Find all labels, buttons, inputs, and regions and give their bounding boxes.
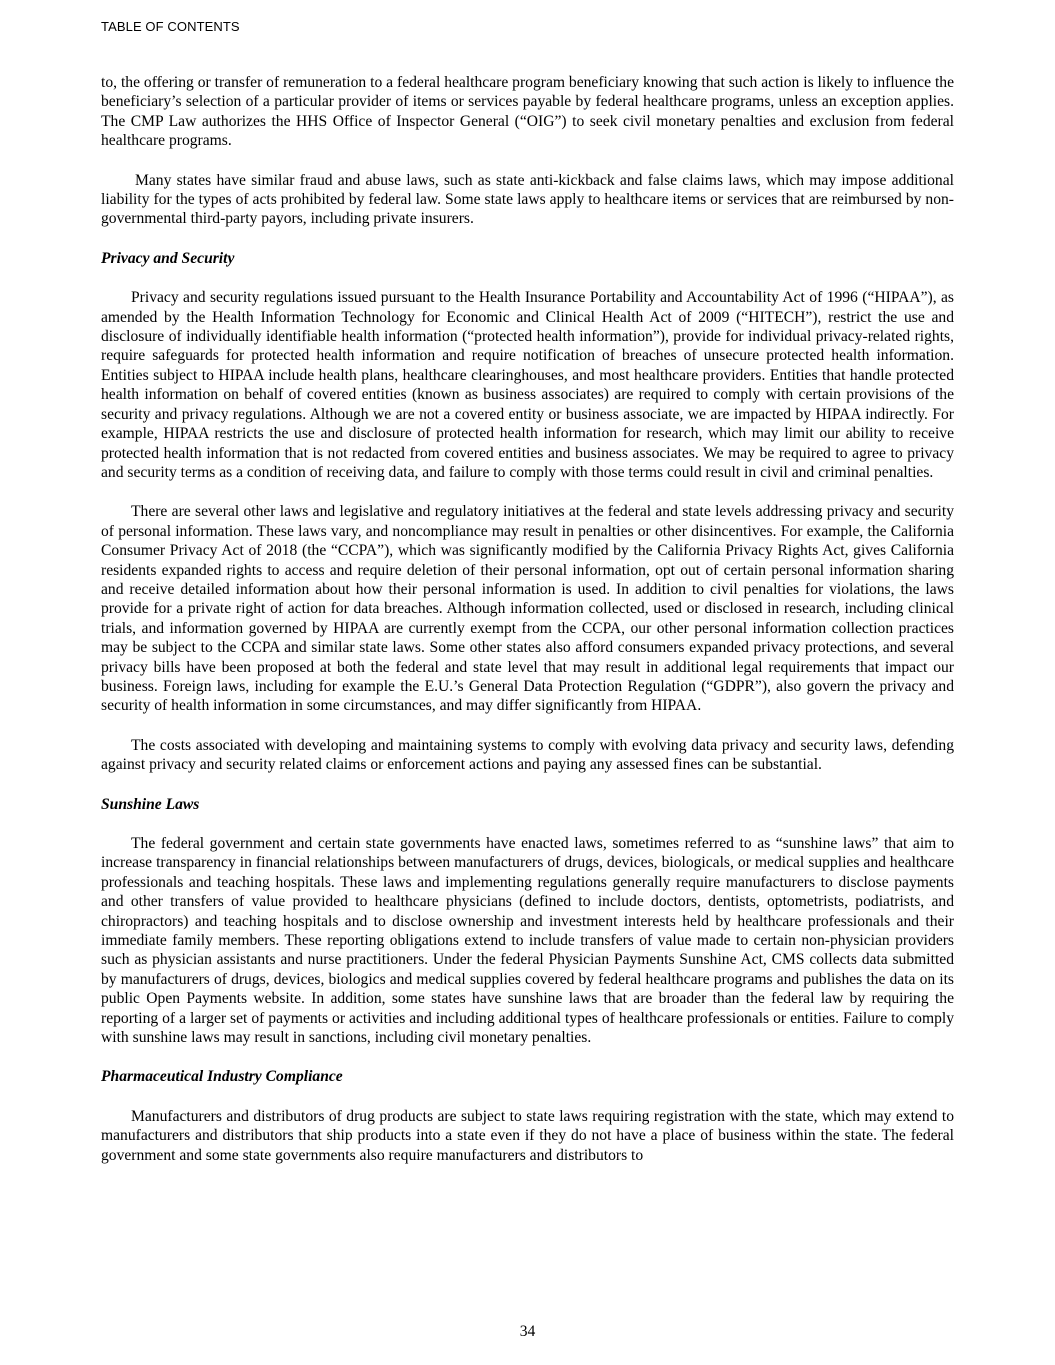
table-of-contents-link[interactable]: TABLE OF CONTENTS (101, 19, 240, 34)
heading-sunshine-laws: Sunshine Laws (101, 795, 200, 813)
paragraph-privacy-costs: The costs associated with developing and maintaining systems to comply with evolving data privacy and security laws, defending against privacy and security related claims or enforcement actions and paying any assessed fines can be substantial. (101, 736, 954, 774)
paragraph-hipaa: Privacy and security regulations issued pursuant to the Health Insurance Portability and Accountability Act of 1996 (“HIPAA”), as amended by the Health Information Technology for Economic and Clinical Health Act of 2009 (“HITECH”), restrict the use and disclosure of individually identifiable health information (“protected health information”), provide for individual privacy-related rights, require safeguards for protected health information and require notification of breaches of unsecure protected health information. Entities subject to HIPAA include health plans, healthcare clearinghouses, and most healthcare providers. Entities that handle protected health information on behalf of covered entities (known as business associates) are required to comply with certain provisions of the security and privacy regulations. Although we are not a covered entity or business associate, we are impacted by HIPAA indirectly. For example, HIPAA restricts the use and disclosure of protected health information for research, which may limit our ability to receive protected health information that is not redacted from covered entities and business associates. We may be required to agree to privacy and security terms as a condition of receiving data, and failure to comply with those terms could result in civil and criminal penalties. (101, 289, 954, 481)
heading-pharmaceutical-compliance: Pharmaceutical Industry Compliance (101, 1068, 343, 1086)
heading-privacy-and-security: Privacy and Security (101, 249, 235, 267)
page-number: 34 (519, 1323, 536, 1340)
paragraph-sunshine-laws: The federal government and certain state governments have enacted laws, sometimes referred to as “sunshine laws” that aim to increase transparency in financial relationships between manufacturers of drugs, devices, biologicals, or medical supplies and healthcare professionals and teaching hospitals. These laws and implementing regulations generally require manufacturers to disclose payments and other transfers of value provided to healthcare physicians (defined to include doctors, dentists, optometrists, podiatrists, and chiropractors) and teaching hospitals and to disclose ownership and investment interests held by healthcare professionals and their immediate family members. These reporting obligations extend to include transfers of value made to certain non-physician providers such as physician assistants and nurse practitioners. Under the federal Physician Payments Sunshine Act, CMS collects data submitted by manufacturers of drugs, devices, biologics and medical supplies covered by federal healthcare programs and publishes the data on its public Open Payments website. In addition, some states have sunshine laws that are broader than the federal law by requiring the reporting of a larger set of payments or activities and including additional types of healthcare professionals or entities. Failure to comply with sunshine laws may result in sanctions, including civil monetary penalties. (101, 835, 954, 1047)
paragraph-cmp-law: to, the offering or transfer of remuneration to a federal healthcare program beneficiary knowing that such action is likely to influence the beneficiary’s selection of a particular provider of items or services payable by federal healthcare programs, unless an exception applies. The CMP Law authorizes the HHS Office of Inspector General (“OIG”) to seek civil monetary penalties and exclusion from federal healthcare programs. (101, 74, 954, 150)
paragraph-privacy-laws: There are several other laws and legislative and regulatory initiatives at the federal and state levels addressing privacy and security of personal information. These laws vary, and noncompliance may result in penalties or other disincentives. For example, the California Consumer Privacy Act of 2018 (the “CCPA”), which was significantly modified by the California Privacy Rights Act, gives California residents expanded rights to access and require deletion of their personal information, opt out of certain personal information sharing and receive detailed information about how their personal information is used. In addition to civil penalties for violations, the laws provide for a private right of action for data breaches. Although information collected, used or disclosed in research, including clinical trials, and information governed by HIPAA are currently exempt from the CCPA, our other personal information collection practices may be subject to the CCPA and similar state laws. Some other states also afford consumers expanded privacy protections, and several privacy bills have been proposed at both the federal and state level that may result in additional legal requirements that impact our business. Foreign laws, including for example the E.U.’s General Data Protection Regulation (“GDPR”), also govern the privacy and security of health information in some circumstances, and may differ significantly from HIPAA. (101, 503, 954, 715)
paragraph-state-fraud-laws: Many states have similar fraud and abuse laws, such as state anti-kickback and false claims laws, which may impose additional liability for the types of acts prohibited by federal law. Some state laws apply to healthcare items or services that are reimbursed by non-governmental third-party payors, including private insurers. (101, 171, 954, 228)
paragraph-pharma-compliance: Manufacturers and distributors of drug products are subject to state laws requiring registration with the state, which may extend to manufacturers and distributors that ship products into a state even if they do not have a place of business within the state. The federal government and some state governments also require manufacturers and distributors to (101, 1107, 954, 1164)
document-body (101, 73, 954, 1185)
